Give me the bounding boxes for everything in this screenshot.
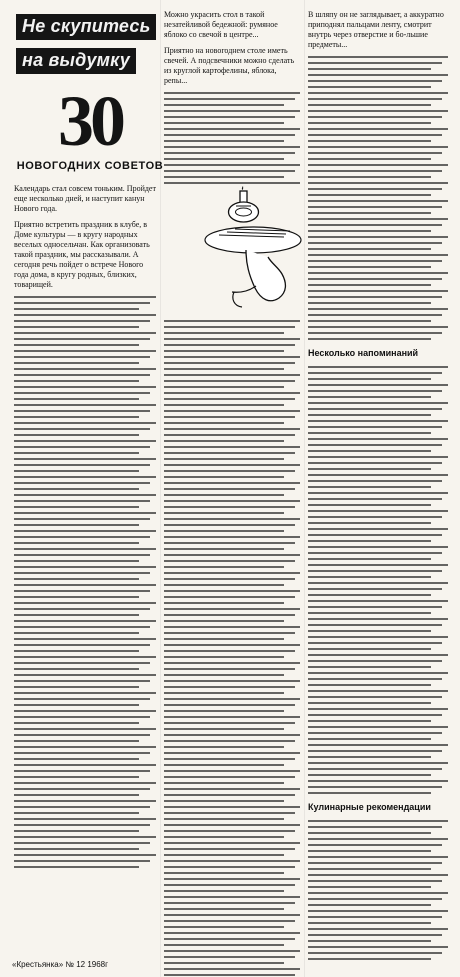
fold-shadow-right [304,0,305,977]
tray-icon [205,227,301,253]
section-heading-culinary: Кулинарные рекомендации [308,802,431,812]
hero-number-block [14,81,166,180]
right-column [308,10,448,964]
right-bottom-lines [308,820,448,960]
table-decoration-illustration [176,178,314,314]
middle-snippet-2: Приятно на новогоднем столе иметь свечей. А подсвечники можно сделать из круглой картофелины, яблока, репы... [164,46,295,85]
hero-kicker: НОВОГОДНИХ СОВЕТОВ [16,160,164,172]
candle-icon [229,186,259,222]
section-heading-reminders: Несколько напоминаний [308,348,419,358]
right-top-lines [308,56,448,340]
hero-number: 30 [58,81,122,161]
hand-icon [232,250,285,307]
right-snippet-1: В шляпу он не заглядывает, а аккуратно приподнял пальцами ленту, смотрит внутрь через отверстие и бо-льшие предметы... [308,10,444,49]
title-line-1: Не скупитесь [16,14,156,40]
title-line-2: на выдумку [16,48,136,74]
right-mid-lines [308,366,448,794]
middle-top-lines [164,92,300,184]
left-body-lines [14,296,156,868]
middle-column-lower [164,320,300,977]
left-column [14,184,156,872]
left-snippet-1: Календарь стал совсем тоньким. Пройдет еще несколько дней, и наступит канун Нового года. [14,184,156,213]
left-snippet-2: Приятно встретить праздник в клубе, в Доме культуры — в кругу народных веселых односельчан. Как организовать такой праздник, мы рассказывали. А сегодня речь пойдет о встрече Нового года дома, в кругу родных, близких, товарищей. [14,220,150,289]
issue-footer: «Крестьянка» № 12 1968г [12,960,109,969]
middle-lower-lines [164,320,300,977]
middle-snippet-1: Можно украсить стол в такой незатейливой бедежной: румяное яблоко со свечой в центре... [164,10,278,39]
middle-column [164,10,300,188]
